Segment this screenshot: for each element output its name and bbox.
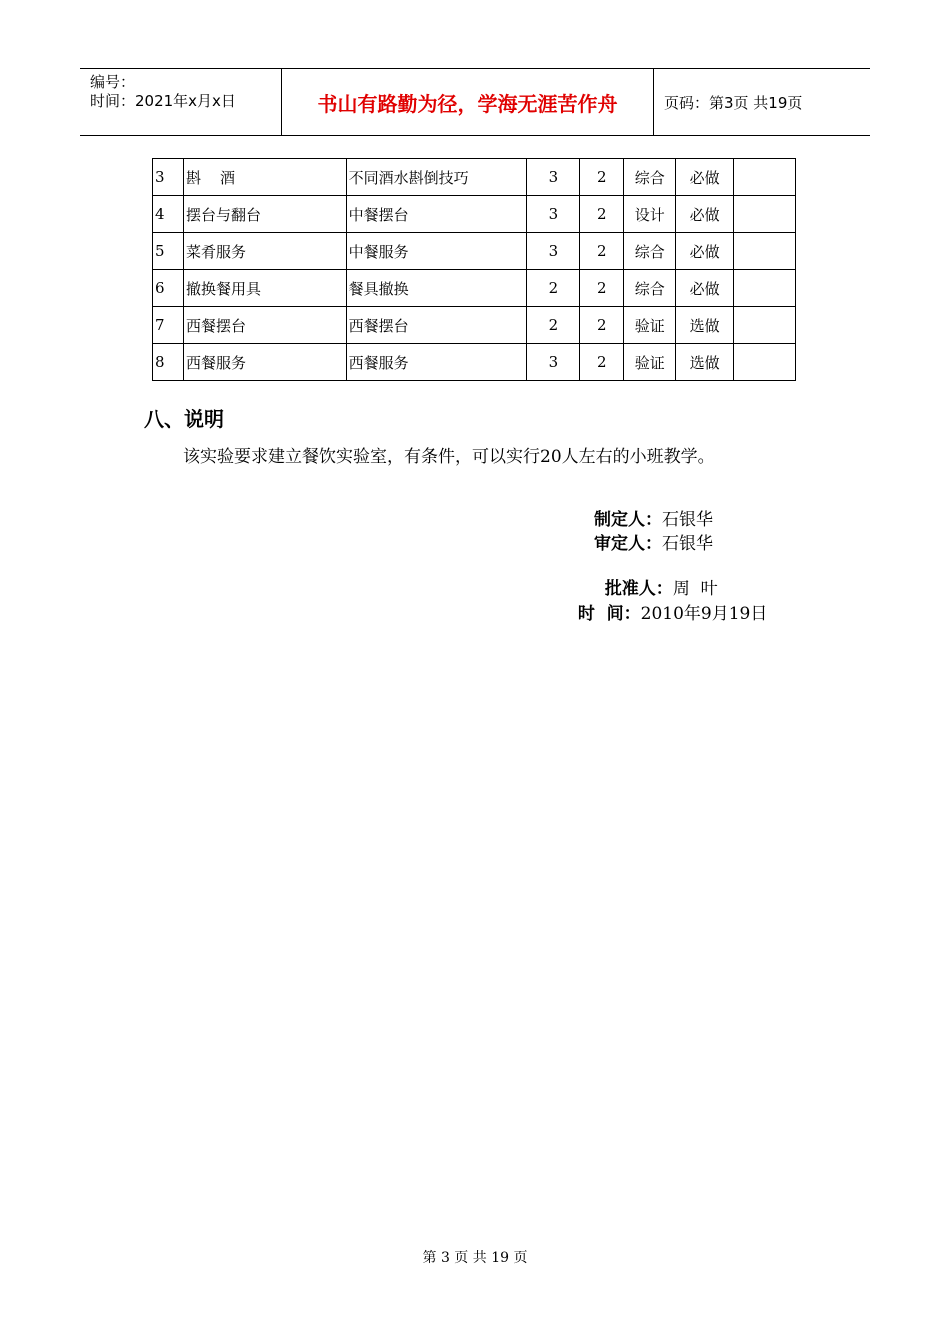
table-row <box>153 233 796 270</box>
reviewer-value: 石银华 <box>662 534 713 554</box>
table-row <box>153 344 796 381</box>
header-number-label: 编号： <box>90 73 136 91</box>
signature-author <box>594 505 713 530</box>
cell-group-size: 2 <box>580 344 624 381</box>
cell-experiment-name: 菜肴服务 <box>183 233 346 270</box>
cell-experiment-name: 摆台与翻台 <box>183 196 346 233</box>
cell-experiment-type: 综合 <box>624 233 676 270</box>
cell-experiment-content: 中餐摆台 <box>346 196 527 233</box>
cell-experiment-content: 西餐摆台 <box>346 307 527 344</box>
cell-group-size: 2 <box>580 196 624 233</box>
cell-requirement: 选做 <box>676 307 734 344</box>
cell-requirement: 必做 <box>676 233 734 270</box>
cell-experiment-type: 设计 <box>624 196 676 233</box>
signature-reviewer <box>594 529 713 554</box>
cell-note <box>734 344 796 381</box>
cell-experiment-content: 中餐服务 <box>346 233 527 270</box>
date-value: 2010年9月19日 <box>640 604 768 624</box>
cell-note <box>734 270 796 307</box>
cell-group-size: 2 <box>580 233 624 270</box>
cell-experiment-content: 餐具撤换 <box>346 270 527 307</box>
approver-value: 周 叶 <box>672 579 718 599</box>
cell-experiment-name: 撤换餐用具 <box>183 270 346 307</box>
table-row <box>153 270 796 307</box>
cell-experiment-type: 验证 <box>624 307 676 344</box>
cell-row-number: 6 <box>153 270 184 307</box>
reviewer-label: 审定人： <box>594 534 662 554</box>
cell-note <box>734 233 796 270</box>
cell-experiment-name: 斟 酒 <box>183 159 346 196</box>
cell-hours: 3 <box>527 159 580 196</box>
approver-label: 批准人： <box>604 579 673 599</box>
header-motto: 书山有路勤为径，学海无涯苦作舟 <box>282 69 654 135</box>
cell-note <box>734 159 796 196</box>
date-label: 时 间： <box>577 604 641 624</box>
cell-requirement: 选做 <box>676 344 734 381</box>
cell-requirement: 必做 <box>676 270 734 307</box>
header-time-label: 时间：2021年x月x日 <box>90 92 236 110</box>
cell-row-number: 3 <box>153 159 184 196</box>
section-paragraph: 该实验要求建立餐饮实验室，有条件，可以实行20人左右的小班教学。 <box>183 447 715 467</box>
cell-hours: 3 <box>527 196 580 233</box>
signature-date <box>567 579 767 624</box>
cell-row-number: 4 <box>153 196 184 233</box>
cell-hours: 2 <box>527 307 580 344</box>
cell-row-number: 8 <box>153 344 184 381</box>
cell-row-number: 5 <box>153 233 184 270</box>
header-meta <box>80 69 282 135</box>
cell-requirement: 必做 <box>676 159 734 196</box>
section-title: 八、说明 <box>144 407 224 431</box>
cell-experiment-content: 西餐服务 <box>346 344 527 381</box>
cell-requirement: 必做 <box>676 196 734 233</box>
cell-group-size: 2 <box>580 159 624 196</box>
cell-row-number: 7 <box>153 307 184 344</box>
author-label: 制定人： <box>594 510 662 530</box>
cell-experiment-type: 验证 <box>624 344 676 381</box>
cell-experiment-name: 西餐摆台 <box>183 307 346 344</box>
cell-hours: 3 <box>527 233 580 270</box>
table-row <box>153 196 796 233</box>
cell-note <box>734 196 796 233</box>
author-value: 石银华 <box>662 510 713 530</box>
cell-group-size: 2 <box>580 307 624 344</box>
cell-experiment-type: 综合 <box>624 159 676 196</box>
cell-note <box>734 307 796 344</box>
experiment-table <box>152 158 796 381</box>
table-row <box>153 159 796 196</box>
header-page-info: 页码：第3页 共19页 <box>664 93 803 112</box>
cell-group-size: 2 <box>580 270 624 307</box>
cell-hours: 2 <box>527 270 580 307</box>
page-header <box>80 68 870 136</box>
cell-hours: 3 <box>527 344 580 381</box>
table-row <box>153 307 796 344</box>
cell-experiment-name: 西餐服务 <box>183 344 346 381</box>
cell-experiment-type: 综合 <box>624 270 676 307</box>
page-footer: 第 3 页 共 19 页 <box>422 1250 528 1266</box>
cell-experiment-content: 不同酒水斟倒技巧 <box>346 159 527 196</box>
